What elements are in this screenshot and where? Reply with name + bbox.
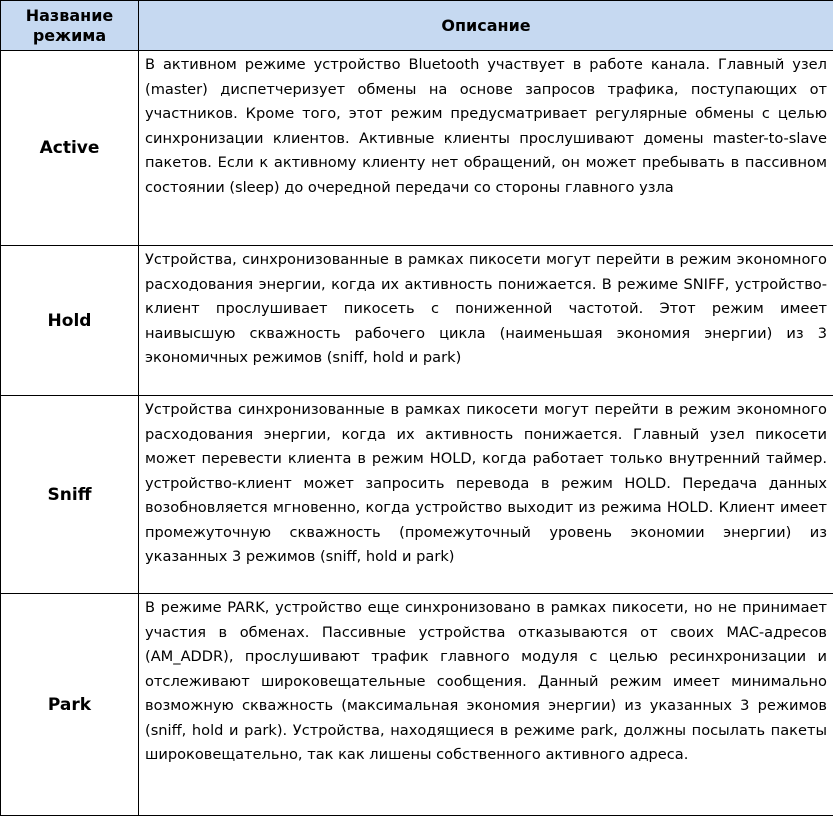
mode-description: Устройства синхронизованные в рамках пикосети могут перейти в режим экономного расходования энергии, когда их активность понижается. Главный узел пикосети может перевести клиента в режим HOLD, когда работает только внутренний таймер. устройство-клиент может запросить перевода в режим HOLD. Передача данных возобновляется мгновенно, когда устройство выходит из режима HOLD. Клиент имеет промежуточную скважность (промежуточный уровень экономии энергии) из указанных 3 режимов (sniff, hold и park) [139, 396, 833, 594]
table-row [1, 51, 833, 246]
header-mode-name: Название режима [1, 1, 139, 51]
mode-description: В режиме PARK, устройство еще синхронизовано в рамках пикосети, но не принимает участия в обменах. Пассивные устройства отказываются от своих MAC-адресов (AM_ADDR), прослушивают трафик главного модуля с целью ресинхронизации и отслеживают широковещательные сообщения. Данный режим имеет минимально возможную скважность (максимальная экономия энергии) из указанных 3 режимов (sniff, hold и park). Устройства, находящиеся в режиме park, должны посылать пакеты широковещательно, так как лишены собственного активного адреса. [139, 594, 833, 816]
mode-name: Hold [1, 246, 139, 396]
mode-name: Park [1, 594, 139, 816]
table-row [1, 246, 833, 396]
header-description: Описание [139, 1, 833, 51]
header-row [1, 1, 833, 51]
table-row [1, 594, 833, 816]
mode-name: Sniff [1, 396, 139, 594]
mode-name: Active [1, 51, 139, 246]
table-row [1, 396, 833, 594]
mode-description: Устройства, синхронизованные в рамках пикосети могут перейти в режим экономного расходования энергии, когда их активность понижается. В режиме SNIFF, устройство-клиент прослушивает пикосеть с пониженной частотой. Этот режим имеет наивысшую скважность рабочего цикла (наименьшая экономия энергии) из 3 экономичных режимов (sniff, hold и park) [139, 246, 833, 396]
mode-description: В активном режиме устройство Bluetooth участвует в работе канала. Главный узел (master) диспетчеризует обмены на основе запросов трафика, поступающих от участников. Кроме того, этот режим предусматривает регулярные обмены с целью синхронизации клиентов. Активные клиенты прослушивают домены master-to-slave пакетов. Если к активному клиенту нет обращений, он может пребывать в пассивном состоянии (sleep) до очередной передачи со стороны главного узла [139, 51, 833, 246]
